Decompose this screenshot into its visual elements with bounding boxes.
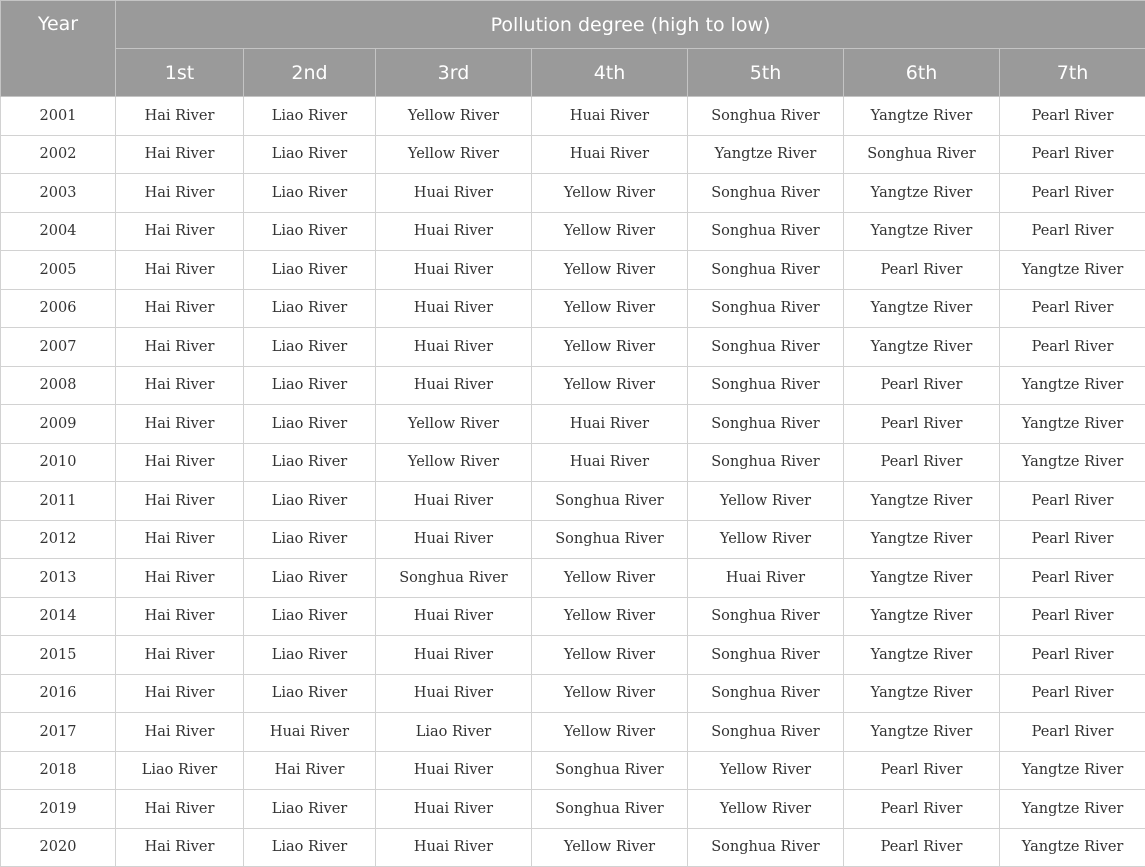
river-cell: Liao River <box>244 405 376 444</box>
year-cell: 2002 <box>1 135 116 174</box>
river-cell: Yellow River <box>532 366 688 405</box>
river-cell: Yangtze River <box>1000 790 1145 829</box>
river-cell: Yangtze River <box>1000 405 1145 444</box>
river-cell: Yellow River <box>532 828 688 867</box>
river-cell: Hai River <box>116 97 244 136</box>
river-cell: Yellow River <box>532 328 688 367</box>
table-row <box>1 328 1145 367</box>
river-cell: Liao River <box>244 482 376 521</box>
river-cell: Yangtze River <box>1000 366 1145 405</box>
river-cell: Liao River <box>244 790 376 829</box>
river-cell: Huai River <box>376 328 532 367</box>
river-cell: Yellow River <box>376 405 532 444</box>
river-cell: Liao River <box>244 443 376 482</box>
river-cell: Songhua River <box>688 174 844 213</box>
river-cell: Yellow River <box>532 212 688 251</box>
year-cell: 2015 <box>1 636 116 675</box>
river-cell: Hai River <box>116 289 244 328</box>
river-cell: Pearl River <box>1000 97 1145 136</box>
river-cell: Yangtze River <box>844 597 1000 636</box>
river-cell: Yellow River <box>688 790 844 829</box>
river-cell: Yangtze River <box>844 636 1000 675</box>
rank-header-7th: 7th <box>1000 49 1145 97</box>
river-cell: Huai River <box>376 751 532 790</box>
table-row <box>1 289 1145 328</box>
river-cell: Pearl River <box>1000 636 1145 675</box>
river-cell: Hai River <box>116 482 244 521</box>
river-cell: Pearl River <box>1000 135 1145 174</box>
river-cell: Yangtze River <box>844 174 1000 213</box>
river-cell: Yellow River <box>532 674 688 713</box>
river-cell: Yangtze River <box>1000 828 1145 867</box>
river-cell: Yellow River <box>532 559 688 598</box>
river-cell: Liao River <box>244 135 376 174</box>
rank-header-5th: 5th <box>688 49 844 97</box>
river-cell: Yellow River <box>688 751 844 790</box>
river-cell: Yangtze River <box>688 135 844 174</box>
river-cell: Hai River <box>116 636 244 675</box>
river-cell: Liao River <box>376 713 532 752</box>
river-cell: Yangtze River <box>844 559 1000 598</box>
year-cell: 2012 <box>1 520 116 559</box>
river-cell: Liao River <box>244 251 376 290</box>
river-cell: Huai River <box>376 251 532 290</box>
river-cell: Huai River <box>532 97 688 136</box>
year-cell: 2003 <box>1 174 116 213</box>
year-cell: 2007 <box>1 328 116 367</box>
river-cell: Hai River <box>116 328 244 367</box>
year-cell: 2010 <box>1 443 116 482</box>
table-row <box>1 405 1145 444</box>
river-cell: Liao River <box>244 636 376 675</box>
river-cell: Songhua River <box>376 559 532 598</box>
year-cell: 2013 <box>1 559 116 598</box>
river-cell: Liao River <box>244 674 376 713</box>
river-cell: Pearl River <box>844 251 1000 290</box>
rank-header-1st: 1st <box>116 49 244 97</box>
river-cell: Yellow River <box>688 482 844 521</box>
river-cell: Pearl River <box>1000 674 1145 713</box>
pollution-degree-header: Pollution degree (high to low) <box>116 1 1145 49</box>
table-row <box>1 135 1145 174</box>
table-row <box>1 482 1145 521</box>
table-row <box>1 212 1145 251</box>
river-cell: Liao River <box>244 828 376 867</box>
river-cell: Liao River <box>244 212 376 251</box>
table-row <box>1 674 1145 713</box>
river-cell: Yellow River <box>532 713 688 752</box>
table-row <box>1 443 1145 482</box>
river-cell: Songhua River <box>532 751 688 790</box>
river-cell: Songhua River <box>688 713 844 752</box>
river-cell: Pearl River <box>844 828 1000 867</box>
rank-header-6th: 6th <box>844 49 1000 97</box>
year-cell: 2005 <box>1 251 116 290</box>
year-column-header: Year <box>1 1 116 97</box>
river-cell: Huai River <box>376 790 532 829</box>
river-cell: Pearl River <box>1000 713 1145 752</box>
river-cell: Liao River <box>244 174 376 213</box>
river-cell: Liao River <box>244 366 376 405</box>
river-cell: Huai River <box>532 405 688 444</box>
year-cell: 2017 <box>1 713 116 752</box>
river-cell: Pearl River <box>1000 289 1145 328</box>
river-cell: Pearl River <box>1000 482 1145 521</box>
table-row <box>1 597 1145 636</box>
river-cell: Songhua River <box>688 212 844 251</box>
river-cell: Songhua River <box>688 251 844 290</box>
river-cell: Yellow River <box>376 443 532 482</box>
river-cell: Pearl River <box>1000 597 1145 636</box>
river-cell: Hai River <box>116 520 244 559</box>
year-cell: 2008 <box>1 366 116 405</box>
table-header <box>1 1 1145 97</box>
table-row <box>1 636 1145 675</box>
river-cell: Hai River <box>116 790 244 829</box>
river-cell: Yangtze River <box>844 520 1000 559</box>
year-cell: 2014 <box>1 597 116 636</box>
river-cell: Liao River <box>244 520 376 559</box>
river-cell: Hai River <box>116 135 244 174</box>
table-body <box>1 97 1145 867</box>
rank-header-4th: 4th <box>532 49 688 97</box>
river-cell: Pearl River <box>1000 559 1145 598</box>
river-cell: Yangtze River <box>844 97 1000 136</box>
table-row <box>1 790 1145 829</box>
river-cell: Songhua River <box>532 790 688 829</box>
year-cell: 2009 <box>1 405 116 444</box>
river-cell: Pearl River <box>844 443 1000 482</box>
river-cell: Hai River <box>116 713 244 752</box>
river-cell: Huai River <box>244 713 376 752</box>
river-cell: Liao River <box>116 751 244 790</box>
table-row <box>1 251 1145 290</box>
table-row <box>1 828 1145 867</box>
river-cell: Pearl River <box>1000 328 1145 367</box>
river-cell: Yellow River <box>532 251 688 290</box>
river-cell: Pearl River <box>844 366 1000 405</box>
river-cell: Huai River <box>376 520 532 559</box>
river-cell: Yangtze River <box>844 482 1000 521</box>
river-cell: Pearl River <box>844 405 1000 444</box>
year-cell: 2006 <box>1 289 116 328</box>
river-cell: Liao River <box>244 328 376 367</box>
river-cell: Huai River <box>532 135 688 174</box>
river-cell: Pearl River <box>1000 174 1145 213</box>
river-cell: Huai River <box>376 289 532 328</box>
year-cell: 2019 <box>1 790 116 829</box>
river-cell: Huai River <box>532 443 688 482</box>
river-cell: Yangtze River <box>844 713 1000 752</box>
year-cell: 2004 <box>1 212 116 251</box>
river-cell: Liao River <box>244 597 376 636</box>
river-cell: Songhua River <box>688 328 844 367</box>
river-cell: Hai River <box>116 251 244 290</box>
river-cell: Songhua River <box>688 366 844 405</box>
river-cell: Hai River <box>116 597 244 636</box>
table-row <box>1 174 1145 213</box>
river-cell: Hai River <box>116 559 244 598</box>
table-row <box>1 713 1145 752</box>
river-cell: Yellow River <box>532 597 688 636</box>
river-cell: Songhua River <box>688 674 844 713</box>
river-cell: Yangtze River <box>1000 251 1145 290</box>
river-cell: Huai River <box>376 174 532 213</box>
river-cell: Huai River <box>376 366 532 405</box>
river-cell: Yellow River <box>688 520 844 559</box>
river-cell: Yangtze River <box>844 289 1000 328</box>
river-cell: Pearl River <box>844 751 1000 790</box>
year-cell: 2020 <box>1 828 116 867</box>
river-cell: Huai River <box>376 482 532 521</box>
river-cell: Liao River <box>244 559 376 598</box>
river-cell: Yellow River <box>532 289 688 328</box>
river-cell: Hai River <box>116 366 244 405</box>
river-cell: Songhua River <box>532 482 688 521</box>
year-cell: 2001 <box>1 97 116 136</box>
river-cell: Huai River <box>376 636 532 675</box>
table-row <box>1 559 1145 598</box>
river-cell: Yangtze River <box>1000 751 1145 790</box>
river-cell: Liao River <box>244 97 376 136</box>
table-row <box>1 366 1145 405</box>
river-cell: Songhua River <box>688 636 844 675</box>
river-cell: Huai River <box>376 674 532 713</box>
table-row <box>1 97 1145 136</box>
river-cell: Yangtze River <box>844 212 1000 251</box>
table-row <box>1 520 1145 559</box>
river-cell: Huai River <box>376 212 532 251</box>
river-cell: Songhua River <box>532 520 688 559</box>
river-cell: Huai River <box>376 597 532 636</box>
river-cell: Hai River <box>116 674 244 713</box>
river-cell: Huai River <box>376 828 532 867</box>
river-cell: Yellow River <box>376 97 532 136</box>
river-cell: Pearl River <box>844 790 1000 829</box>
river-cell: Hai River <box>116 443 244 482</box>
river-cell: Liao River <box>244 289 376 328</box>
year-cell: 2018 <box>1 751 116 790</box>
river-cell: Yangtze River <box>1000 443 1145 482</box>
table-row <box>1 751 1145 790</box>
rank-header-3rd: 3rd <box>376 49 532 97</box>
river-cell: Songhua River <box>688 597 844 636</box>
river-cell: Pearl River <box>1000 212 1145 251</box>
river-cell: Yellow River <box>532 174 688 213</box>
rank-header-2nd: 2nd <box>244 49 376 97</box>
river-cell: Yangtze River <box>844 328 1000 367</box>
river-cell: Songhua River <box>688 405 844 444</box>
river-cell: Songhua River <box>688 828 844 867</box>
year-cell: 2016 <box>1 674 116 713</box>
river-cell: Hai River <box>116 212 244 251</box>
river-cell: Hai River <box>116 174 244 213</box>
river-cell: Hai River <box>244 751 376 790</box>
river-cell: Hai River <box>116 828 244 867</box>
river-cell: Songhua River <box>688 443 844 482</box>
river-cell: Songhua River <box>688 289 844 328</box>
river-cell: Yangtze River <box>844 674 1000 713</box>
river-cell: Huai River <box>688 559 844 598</box>
year-cell: 2011 <box>1 482 116 521</box>
river-cell: Yellow River <box>532 636 688 675</box>
river-cell: Yellow River <box>376 135 532 174</box>
river-cell: Songhua River <box>688 97 844 136</box>
river-cell: Hai River <box>116 405 244 444</box>
river-cell: Pearl River <box>1000 520 1145 559</box>
river-cell: Songhua River <box>844 135 1000 174</box>
